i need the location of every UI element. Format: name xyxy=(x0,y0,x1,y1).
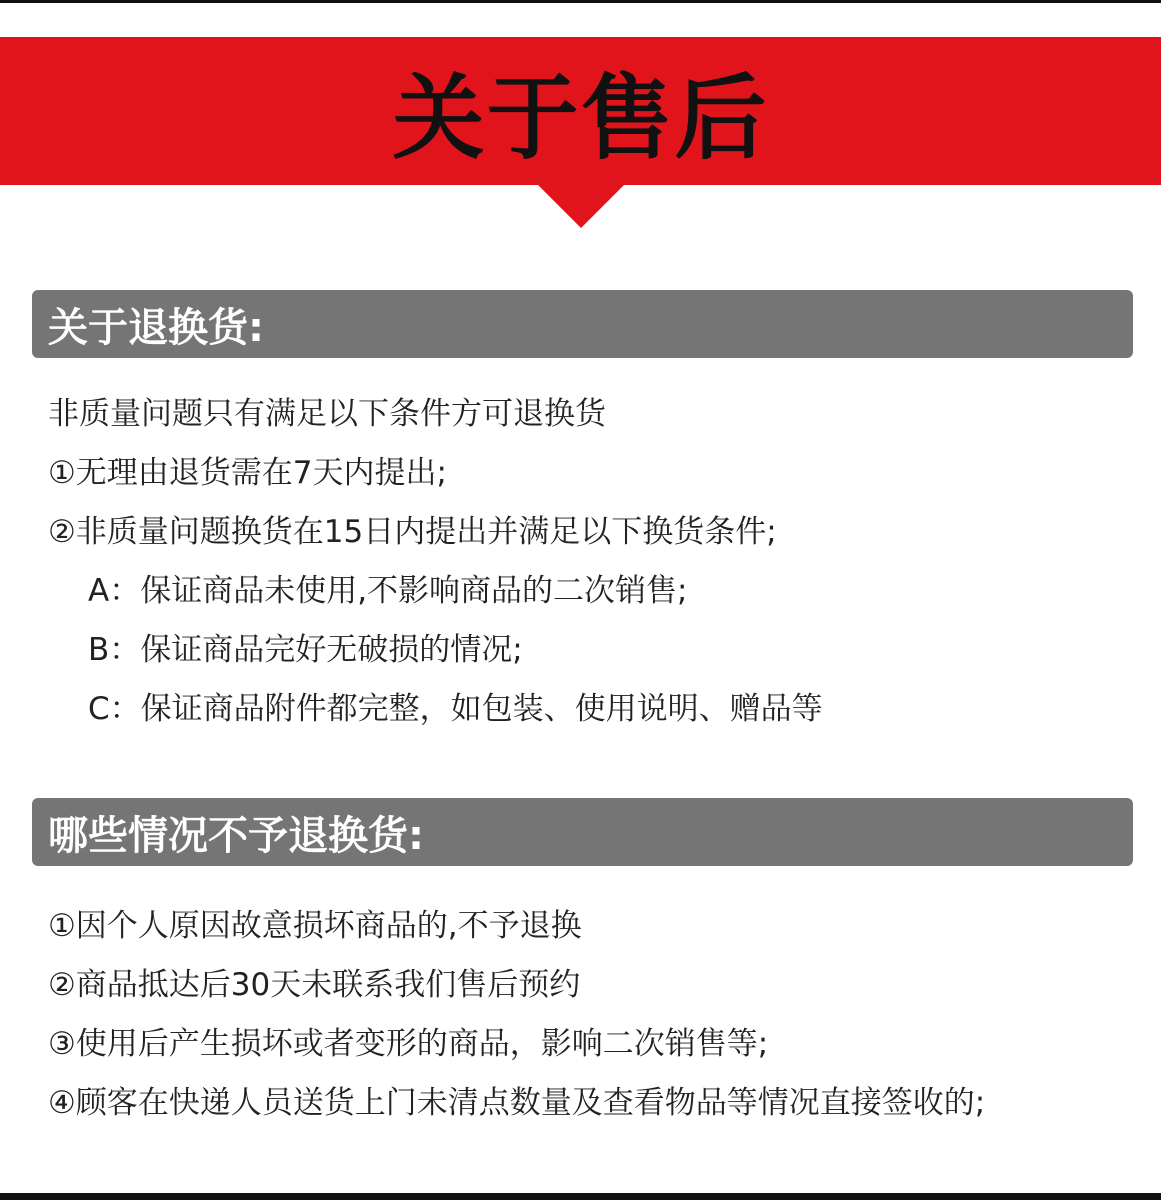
no-return-item: ④顾客在快递人员送货上门未清点数量及查看物品等情况直接签收的; xyxy=(48,1085,986,1121)
section-header-returns xyxy=(32,290,1133,358)
no-return-item: ②商品抵达后30天未联系我们售后预约 xyxy=(48,967,581,1003)
section-header-returns-label: 关于退换货: xyxy=(48,304,264,351)
top-border xyxy=(0,0,1161,3)
exchange-condition: C：保证商品附件都完整，如包装、使用说明、赠品等 xyxy=(88,691,823,727)
exchange-condition: A：保证商品未使用,不影响商品的二次销售; xyxy=(88,573,688,609)
banner-arrow xyxy=(537,184,625,228)
no-return-item: ①因个人原因故意损坏商品的,不予退换 xyxy=(48,908,582,944)
bottom-border xyxy=(0,1193,1161,1200)
returns-item: ①无理由退货需在7天内提出; xyxy=(48,455,447,491)
exchange-condition: B：保证商品完好无破损的情况; xyxy=(88,632,523,668)
returns-intro: 非质量问题只有满足以下条件方可退换货 xyxy=(48,396,606,432)
returns-item: ②非质量问题换货在15日内提出并满足以下换货条件; xyxy=(48,514,777,550)
page-title: 关于售后 xyxy=(392,65,769,172)
section-header-no-returns xyxy=(32,798,1133,866)
no-return-item: ③使用后产生损坏或者变形的商品，影响二次销售等; xyxy=(48,1026,769,1062)
section-header-no-returns-label: 哪些情况不予退换货: xyxy=(48,812,424,859)
